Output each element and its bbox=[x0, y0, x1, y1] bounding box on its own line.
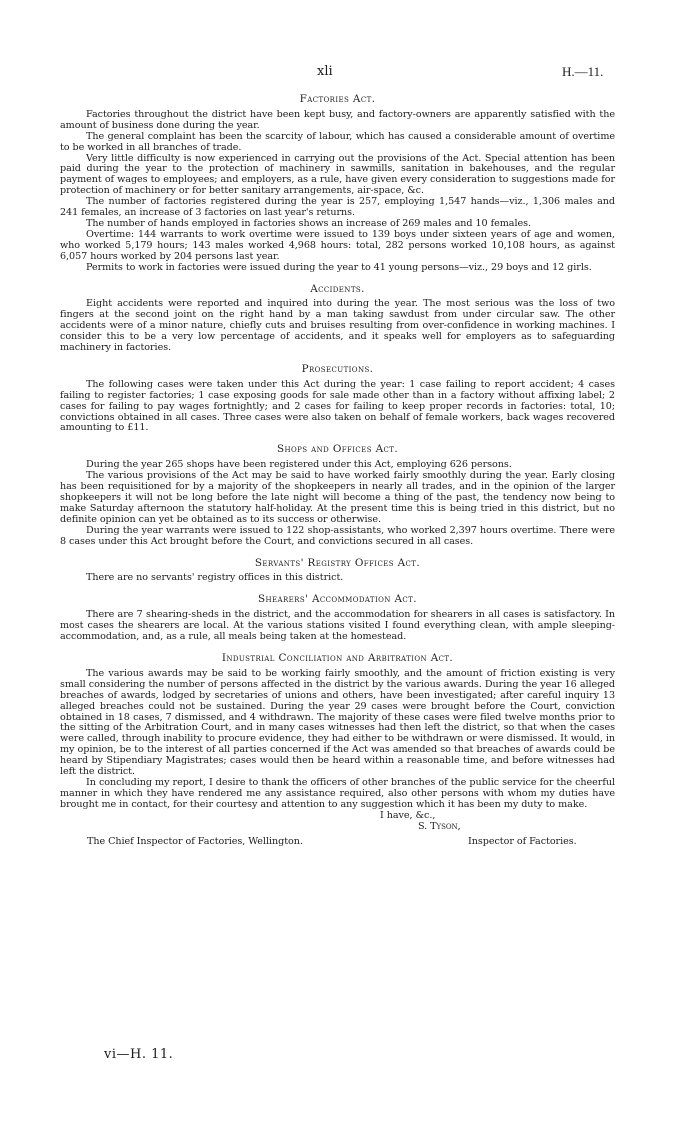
signature-title: Inspector of Factories. bbox=[468, 835, 577, 847]
addressee: The Chief Inspector of Factories, Wellington. bbox=[87, 835, 303, 847]
paragraph: The number of factories registered during the year is 257, employing 1,547 hands—viz., 1,306 males and 241 females, an increase of 3 factories on last year's returns. bbox=[60, 196, 615, 219]
paragraph: Eight accidents were reported and inquired into during the year. The most serious was the loss of two fingers at the second joint on the right hand by a man taking sawdust from under circular saw. The other accidents were of a minor nature, chiefly cuts and bruises resulting from over-confidence in working machines. I consider this to be a very low percentage of accidents, and it speaks well for employers as to safeguarding machinery in factories. bbox=[60, 298, 615, 354]
section-heading-factories-act: Factories Act. bbox=[299, 93, 376, 105]
paragraph: The general complaint has been the scarcity of labour, which has caused a considerable amount of overtime to be worked in all branches of trade. bbox=[60, 130, 615, 153]
signature-closing: I have, &c., bbox=[380, 809, 436, 821]
paragraph: There are 7 shearing-sheds in the district, and the accommodation for shearers in all cases is satisfactory. In most cases the shearers are local. At the various stations visited I found everything clean, with ample sleeping-accommodation, and, as a rule, all meals being taken at the homestead. bbox=[60, 609, 615, 643]
section-heading-shops-and-offices-act: Shops and Offices Act. bbox=[276, 443, 399, 456]
section-heading-prosecutions: Prosecutions. bbox=[301, 362, 374, 375]
signature-block bbox=[60, 811, 615, 855]
paragraph: There are no servants' registry offices in this district. bbox=[86, 572, 344, 584]
paragraph: The number of hands employed in factories shows an increase of 269 males and 10 females. bbox=[86, 217, 531, 229]
paragraph: Factories throughout the district have been kept busy, and factory-owners are apparently satisfied with the amount of business done during the year. bbox=[60, 108, 615, 131]
paragraph: Permits to work in factories were issued during the year to 41 young persons—viz., 29 boys and 12 girls. bbox=[86, 261, 592, 273]
paragraph: During the year warrants were issued to 122 shop-assistants, who worked 2,397 hours overtime. There were 8 cases under this Act brought before the Court, and convictions secured in all cases. bbox=[60, 524, 615, 547]
section-heading-accidents: Accidents. bbox=[310, 282, 365, 295]
paragraph: The various provisions of the Act may be said to have worked fairly smoothly during the year. Early closing has been requisitioned for by a majority of the shopkeepers in nearly all trades, and in the opinion of the larger shopkeepers it will not be long before the late night will become a thing of the past, the tendency now being to make Saturday afternoon the statutory half-holiday. At the present time this is being tried in this district, but no definite opinion can yet be obtained as to its success or otherwise. bbox=[60, 470, 615, 525]
document-reference: H.—11. bbox=[562, 64, 604, 79]
signature-name: S. Tyson, bbox=[418, 820, 461, 832]
section-heading-servants-registry-offices-act: Servants' Registry Offices Act. bbox=[254, 556, 421, 569]
paragraph: In concluding my report, I desire to thank the officers of other branches of the public service for the cheerful manner in which they have rendered me any assistance required, also other persons with whom my duties have brought me in contact, for their courtesy and attention to any suggestion which it has been my duty to make. bbox=[60, 776, 615, 810]
sheet-reference: vi—H. 11. bbox=[104, 1047, 174, 1062]
section-heading-shearers-accommodation-act: Shearers' Accommodation Act. bbox=[258, 593, 417, 606]
paragraph: Very little difficulty is now experienced in carrying out the provisions of the Act. Special attention has been paid during the year to the protection of machinery in sawmills, sanitation in bakehouses, and the regular payment of wages to employees; and employers, as a rule, have given every consideration to suggestions made for protection of machinery or for better sanitary arrangements, air-space, &c. bbox=[60, 152, 615, 197]
paragraph: The following cases were taken under this Act during the year: 1 case failing to report accident; 4 cases failing to register factories; 1 case exposing goods for sale made other than in a factory without affixing label; 2 cases for failing to pay wages fortnightly; and 2 cases for failing to keep proper records in factories: total, 10; convictions obtained in all cases. Three cases were also taken on behalf of female workers, back wages recovered amounting to £11. bbox=[60, 378, 615, 434]
paragraph: The various awards may be said to be working fairly smoothly, and the amount of friction existing is very small considering the number of persons affected in the district by the various awards. During the year 16 alleged breaches of awards, lodged by secretaries of unions and others, have been investigated; after careful inquiry 13 alleged breaches could not be sustained. During the year 29 cases were brought before the Court, conviction obtained in 18 cases, 7 dismissed, and 4 withdrawn. The majority of these cases were filed twelve months prior to the sitting of the Arbitration Court, and in many cases witnesses had then left the district, so that when the cases were called, through inability to procure evidence, they had either to be withdrawn or were dismissed. It would, in my opinion, be to the interest of all parties concerned if the Act was amended so that breaches of awards could be heard by Stipendiary Magistrates; cases would then be heard within a reasonable time, and before witnesses had left the district. bbox=[60, 667, 615, 778]
page-number: xli bbox=[317, 64, 333, 79]
report-body bbox=[60, 64, 615, 855]
section-heading-industrial-conciliation-act: Industrial Conciliation and Arbitration Act. bbox=[221, 651, 454, 664]
paragraph: Overtime: 144 warrants to work overtime were issued to 139 boys under sixteen years of age and women, who worked 5,179 hours; 143 males worked 4,968 hours: total, 282 persons worked 10,108 hours, as against 6,057 hours worked by 204 persons last year. bbox=[60, 228, 615, 262]
paragraph: During the year 265 shops have been registered under this Act, employing 626 persons. bbox=[86, 459, 512, 471]
